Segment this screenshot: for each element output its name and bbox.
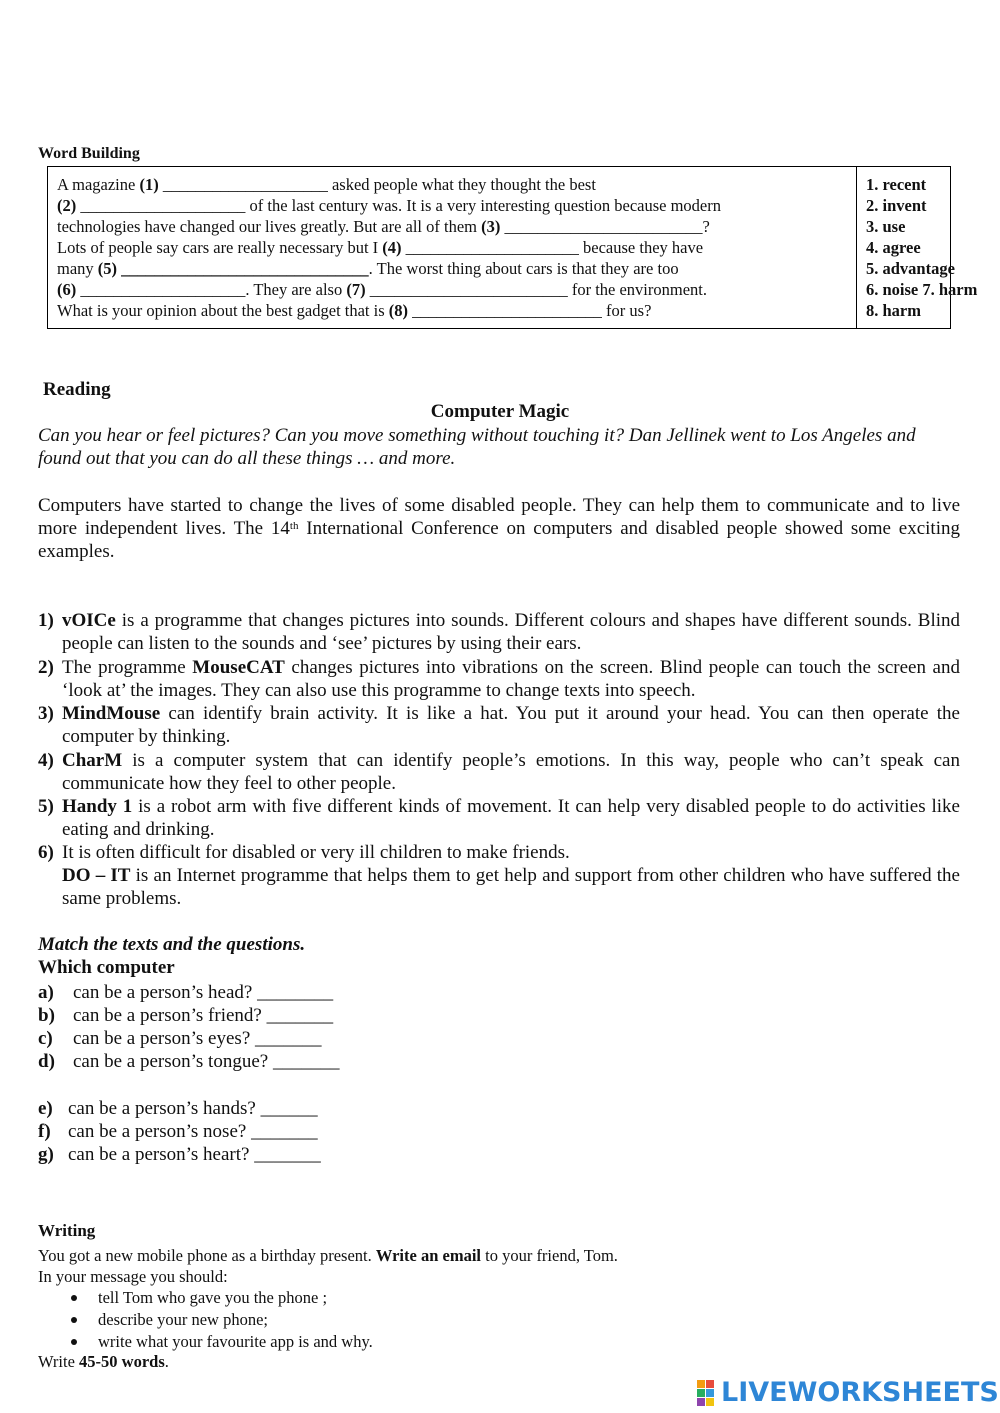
match-instruction: Match the texts and the questions. xyxy=(38,934,306,955)
answer-cue-2: 2. invent xyxy=(866,196,927,215)
question-f[interactable]: can be a person’s nose? _______ xyxy=(68,1121,318,1142)
question-letter: c) xyxy=(38,1028,53,1049)
item-number: 1) xyxy=(38,610,54,631)
word-count-line: Write 45-50 words. xyxy=(38,1352,169,1371)
question-letter: b) xyxy=(38,1005,55,1026)
blank-8[interactable]: _______________________ xyxy=(408,301,607,320)
question-letter: e) xyxy=(38,1098,53,1119)
writing-bullet-2: describe your new phone; xyxy=(98,1310,268,1329)
question-d[interactable]: can be a person’s tongue? _______ xyxy=(73,1051,340,1072)
wb-line-7: What is your opinion about the best gadget that is (8) _______________________ for us? xyxy=(57,301,652,320)
item-number: 3) xyxy=(38,703,54,724)
answer-cue-6: 6. noise 7. harm xyxy=(866,280,978,299)
writing-bullet-3: write what your favourite app is and why. xyxy=(98,1332,373,1351)
question-e[interactable]: can be a person’s hands? ______ xyxy=(68,1098,318,1119)
question-a[interactable]: can be a person’s head? ________ xyxy=(73,982,334,1003)
question-b[interactable]: can be a person’s friend? _______ xyxy=(73,1005,334,1026)
answer-cue-3: 3. use xyxy=(866,217,906,236)
blank-2[interactable]: ____________________ xyxy=(76,196,250,215)
item-doit: DO – IT is an Internet programme that helps them to get help and support from other children who have suffered the same problems. xyxy=(62,865,960,909)
bullet-icon xyxy=(71,1295,77,1301)
word-building-title: Word Building xyxy=(38,145,140,162)
intro-line-1: Can you hear or feel pictures? Can you move something without touching it? Dan Jellinek went to Los Angeles and xyxy=(38,425,916,446)
blank-6[interactable]: ____________________ xyxy=(76,280,246,299)
bullet-icon xyxy=(71,1339,77,1345)
question-letter: a) xyxy=(38,982,54,1003)
item-mousecat: The programme MouseCAT changes pictures into vibrations on the screen. Blind people can touch the screen and ‘look at’ the images. They can also use this programme to change texts into speech. xyxy=(62,657,960,701)
word-building-table xyxy=(47,166,978,329)
wb-line-1: A magazine (1) ____________________ asked people what they thought the best xyxy=(57,175,596,194)
intro-paragraph: Computers have started to change the lives of some disabled people. They can help them to communicate and to live more independent lives. The 14th International Conference on computers and disabled people showed some exciting examples. xyxy=(38,495,960,562)
item-number: 5) xyxy=(38,796,54,817)
item-number: 2) xyxy=(38,657,54,678)
table-divider xyxy=(856,167,857,328)
answer-cue-5: 5. advantage xyxy=(866,259,955,278)
question-g[interactable]: can be a person’s heart? _______ xyxy=(68,1144,321,1165)
reading-title: Reading xyxy=(43,379,111,400)
question-c[interactable]: can be a person’s eyes? _______ xyxy=(73,1028,322,1049)
wb-line-2: (2) ____________________ of the last century was. It is a very interesting question because modern xyxy=(57,196,721,215)
item-voice: vOICe is a programme that changes pictures into sounds. Different colours and shapes have different sounds. Blind people can listen to the sounds and ‘see’ pictures by using their ears. xyxy=(62,610,960,654)
wb-line-5: many (5) ______________________________. The worst thing about cars is that they are too xyxy=(57,259,679,278)
wb-line-6: (6) ____________________. They are also (7) ________________________ for the environment. xyxy=(57,280,707,299)
blank-4[interactable]: _____________________ xyxy=(401,238,584,257)
blank-3[interactable]: ________________________? xyxy=(500,217,710,236)
item-number: 4) xyxy=(38,750,54,771)
logo-blocks-icon xyxy=(697,1380,723,1406)
writing-title: Writing xyxy=(38,1221,96,1240)
question-letter: d) xyxy=(38,1051,55,1072)
item-number: 6) xyxy=(38,842,54,863)
item-charm: CharM is a computer system that can identify people’s emotions. In this way, people who can’t speak can communicate how they feel to other people. xyxy=(62,750,960,794)
answer-cue-4: 4. agree xyxy=(866,238,921,257)
story-title: Computer Magic xyxy=(430,401,570,422)
question-letter: g) xyxy=(38,1144,54,1165)
answer-cue-1: 1. recent xyxy=(866,175,927,194)
logo-text: LIVEWORKSHEETS xyxy=(721,1377,999,1408)
writing-task-line: You got a new mobile phone as a birthday present. Write an email to your friend, Tom. xyxy=(38,1246,618,1265)
item-handy1: Handy 1 is a robot arm with five different kinds of movement. It can help very disabled people to do activities like eating and drinking. xyxy=(62,796,960,840)
blank-7[interactable]: ________________________ xyxy=(365,280,572,299)
item-mindmouse: MindMouse can identify brain activity. It is like a hat. You put it around your head. You can then operate the computer by thinking. xyxy=(62,703,960,747)
intro-line-2: found out that you can do all these things … and more. xyxy=(38,448,456,469)
blank-5[interactable]: ______________________________ xyxy=(117,259,369,278)
question-letter: f) xyxy=(38,1121,51,1142)
blank-1[interactable]: ____________________ xyxy=(158,175,332,194)
writing-instructions: In your message you should: xyxy=(38,1267,228,1286)
bullet-icon xyxy=(71,1317,77,1323)
wb-line-4: Lots of people say cars are really necessary but I (4) _____________________ because they have xyxy=(57,238,704,257)
writing-bullet-1: tell Tom who gave you the phone ; xyxy=(98,1288,328,1307)
item-doit-line1: It is often difficult for disabled or very ill children to make friends. xyxy=(62,842,570,863)
answer-cue-7: 8. harm xyxy=(866,301,921,320)
match-subtitle: Which computer xyxy=(38,957,175,978)
wb-line-3: technologies have changed our lives greatly. But are all of them (3) ________________________? xyxy=(57,217,710,236)
